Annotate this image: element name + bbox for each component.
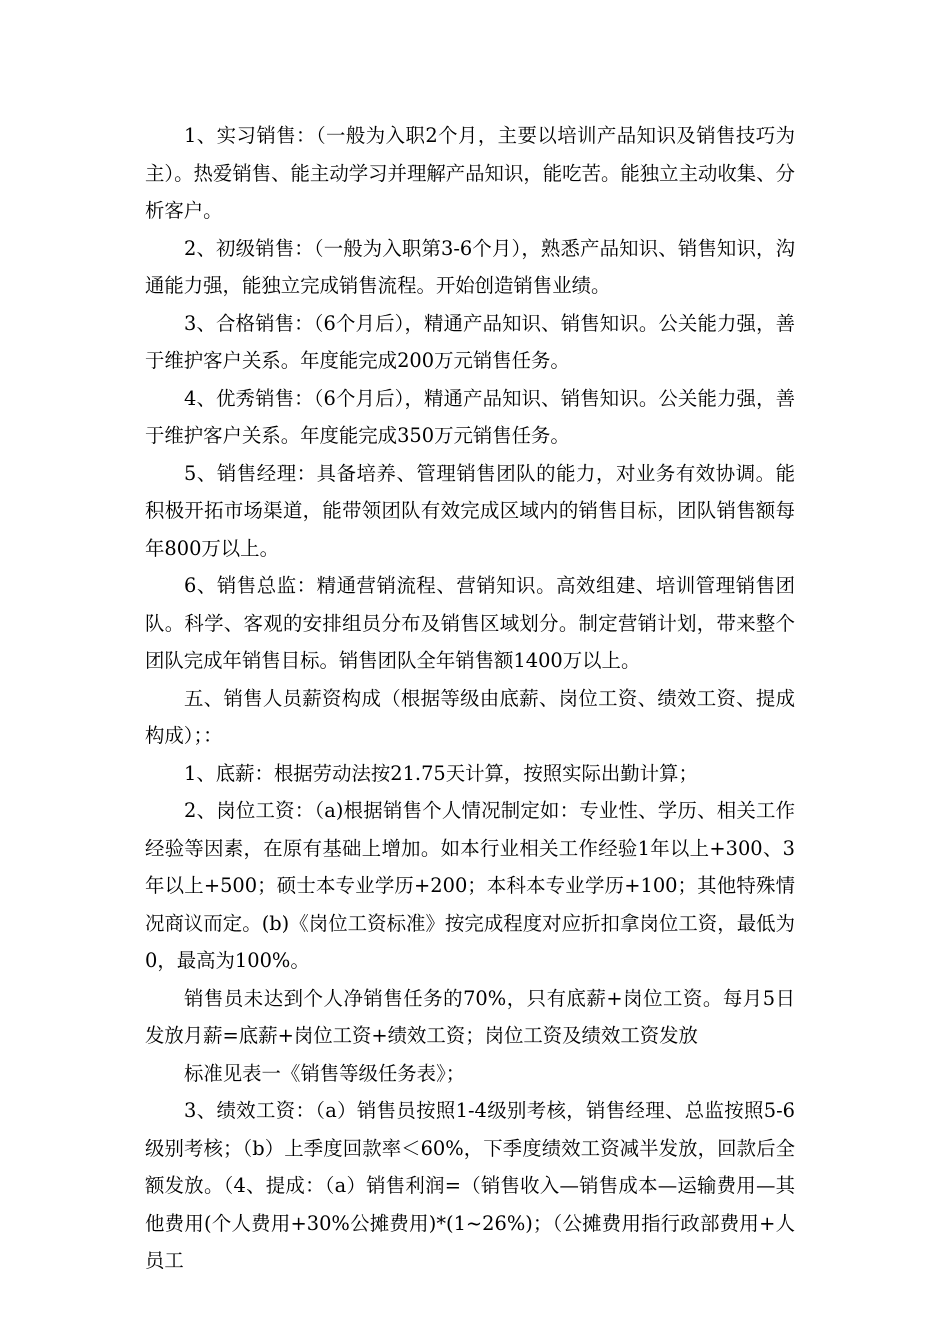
paragraph-base-salary: 1、底薪：根据劳动法按21.75天计算，按照实际出勤计算； (184, 761, 698, 785)
paragraph-sales-director: 6、销售总监：精通营销流程、营销知识。高效组建、培训管理销售团队。科学、客观的安排组员分布及销售区域划分。制定营销计划，带来整个团队完成年销售目标。销售团队全年销售额1400万以上。 (145, 574, 795, 672)
paragraph-junior-sales: 2、初级销售：（一般为入职第3-6个月），熟悉产品知识、销售知识，沟通能力强，能独立完成销售流程。开始创造销售业绩。 (145, 236, 795, 297)
paragraph-qualified-sales: 3、合格销售：（6个月后），精通产品知识、销售知识。公关能力强，善于维护客户关系。年度能完成200万元销售任务。 (145, 311, 795, 372)
paragraph-salary-structure-heading: 五、销售人员薪资构成（根据等级由底薪、岗位工资、绩效工资、提成构成）；： (145, 686, 795, 747)
paragraph-position-salary: 2、岗位工资：（a)根据销售个人情况制定如：专业性、学历、相关工作经验等因素，在原有基础上增加。如本行业相关工作经验1年以上+300、3年以上+500；硕士本专业学历+200；本科本专业学历+100；其他特殊情况商议而定。(b)《岗位工资标准》按完成程度对应折扣拿岗位工资，最低为0，最高为100%。 (145, 799, 795, 972)
paragraph-target-rule: 销售员未达到个人净销售任务的70%，只有底薪+岗位工资。每月5日发放月薪=底薪+岗位工资+绩效工资；岗位工资及绩效工资发放 (145, 986, 795, 1047)
paragraph-sales-manager: 5、销售经理：具备培养、管理销售团队的能力，对业务有效协调。能积极开拓市场渠道，能带领团队有效完成区域内的销售目标，团队销售额每年800万以上。 (145, 461, 795, 560)
paragraph-performance-salary: 3、绩效工资：（a）销售员按照1-4级别考核，销售经理、总监按照5-6级别考核；（b）上季度回款率＜60%，下季度绩效工资减半发放，回款后全额发放。（4、提成：（a）销售利润=（销售收入—销售成本—运输费用—其他费用(个人费用+30%公摊费用)*(1~26%)；（公摊费用指行政部费用+人员工 (145, 1099, 795, 1272)
paragraph-intern-sales: 1、实习销售：（一般为入职2个月，主要以培训产品知识及销售技巧为主）。热爱销售、能主动学习并理解产品知识，能吃苦。能独立主动收集、分析客户。 (145, 124, 795, 222)
paragraph-excellent-sales: 4、优秀销售：（6个月后），精通产品知识、销售知识。公关能力强，善于维护客户关系。年度能完成350万元销售任务。 (145, 386, 795, 447)
paragraph-standard-reference: 标准见表一《销售等级任务表》； (184, 1061, 466, 1085)
document-body (145, 117, 795, 1280)
